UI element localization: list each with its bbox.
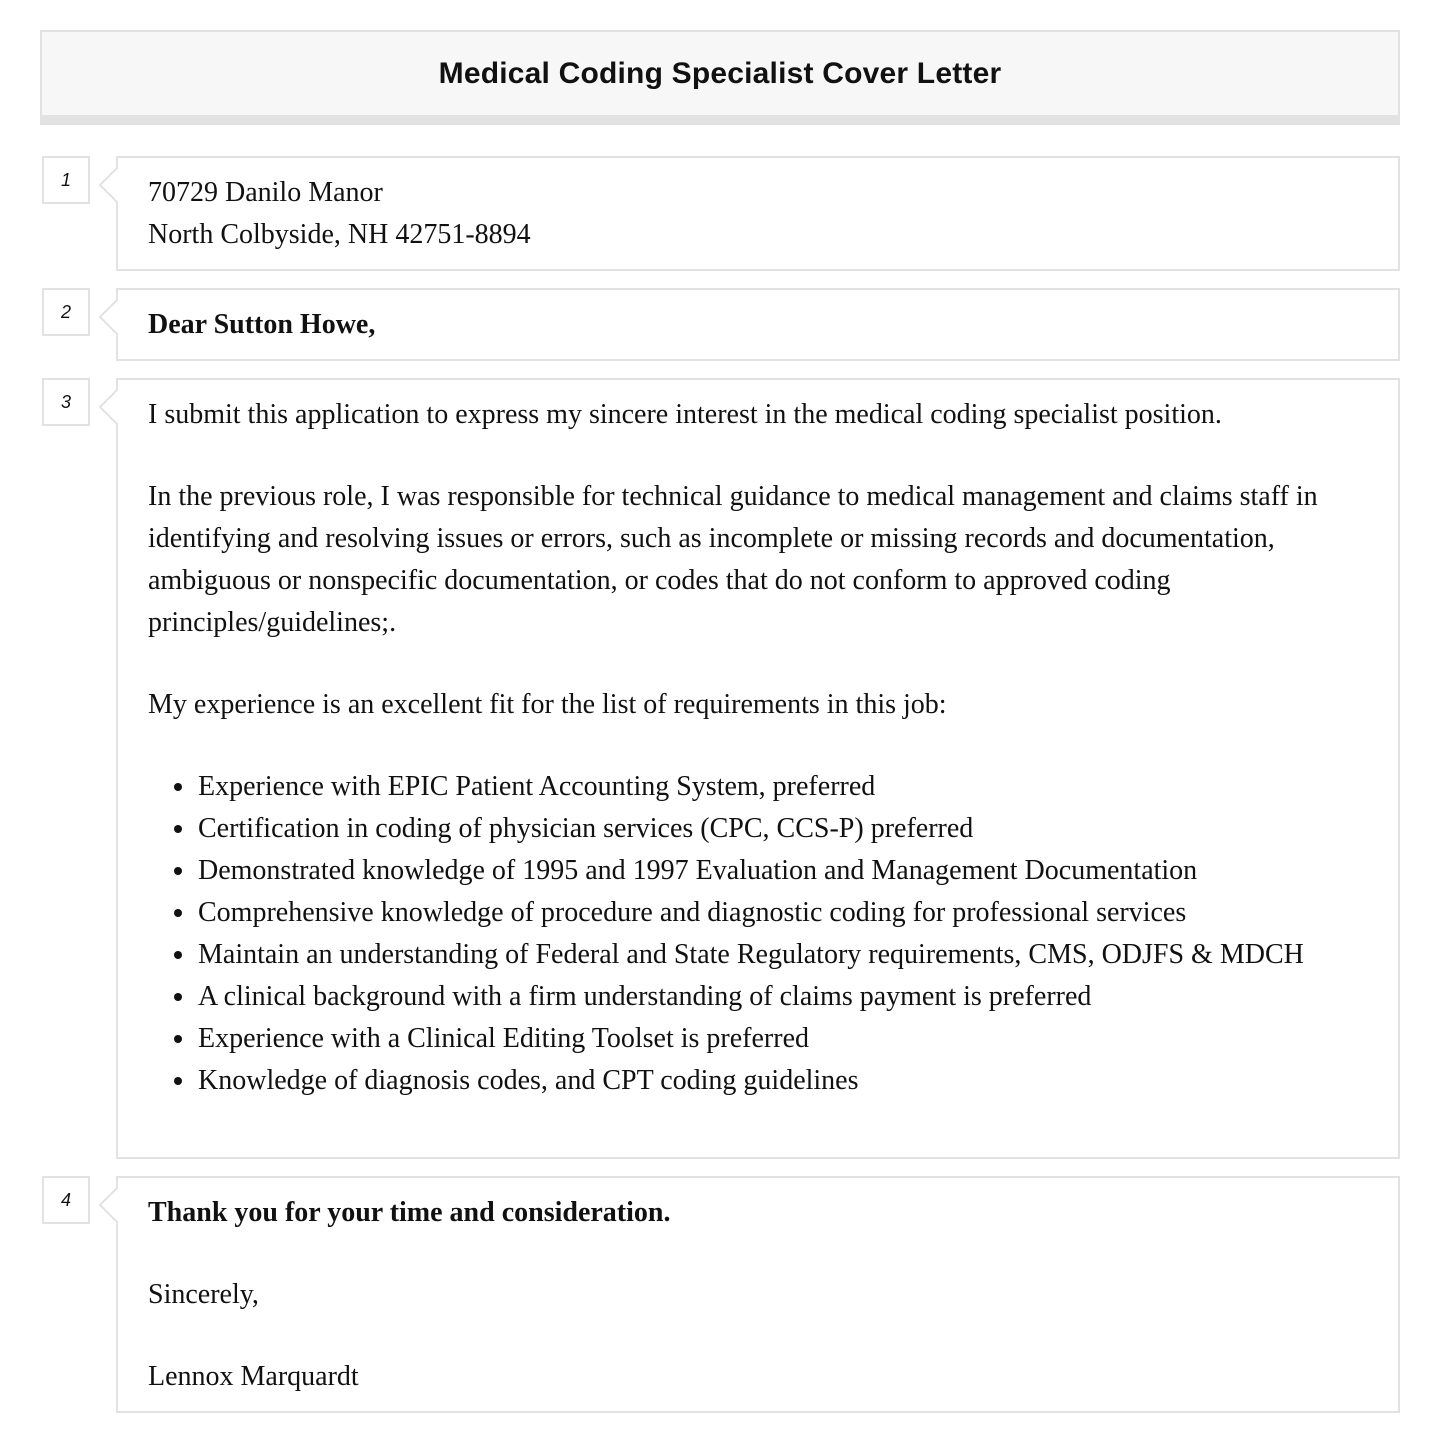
list-item: Experience with EPIC Patient Accounting System, preferred bbox=[148, 766, 1368, 808]
section-number: 2 bbox=[42, 288, 90, 336]
fit-statement: My experience is an excellent fit for the list of requirements in this job: bbox=[148, 689, 947, 720]
address-line-2: North Colbyside, NH 42751-8894 bbox=[148, 219, 531, 250]
closing-block bbox=[116, 1176, 1400, 1413]
body-block bbox=[116, 378, 1400, 1159]
experience-paragraph: In the previous role, I was responsible for technical guidance to medical management and claims staff in identifying and resolving issues or errors, such as incomplete or missing records and documentation, ambiguous or nonspecific documentation, or codes that do not conform to approved coding principles/guidelines;. bbox=[148, 481, 1318, 638]
page-header bbox=[40, 30, 1400, 125]
section-number: 3 bbox=[42, 378, 90, 426]
greeting-block bbox=[116, 288, 1400, 361]
list-item: Experience with a Clinical Editing Toolset is preferred bbox=[148, 1018, 1368, 1060]
intro-paragraph: I submit this application to express my sincere interest in the medical coding specialist position. bbox=[148, 399, 1222, 430]
list-item: Knowledge of diagnosis codes, and CPT coding guidelines bbox=[148, 1060, 1368, 1102]
thanks-line: Thank you for your time and consideration. bbox=[148, 1197, 671, 1228]
list-item: Maintain an understanding of Federal and State Regulatory requirements, CMS, ODJFS & MDCH bbox=[148, 934, 1368, 976]
page-title: Medical Coding Specialist Cover Letter bbox=[438, 56, 1002, 90]
section-number: 4 bbox=[42, 1176, 90, 1224]
list-item: Comprehensive knowledge of procedure and diagnostic coding for professional services bbox=[148, 892, 1368, 934]
address-block bbox=[116, 156, 1400, 271]
list-item: Certification in coding of physician services (CPC, CCS-P) preferred bbox=[148, 808, 1368, 850]
address-line-1: 70729 Danilo Manor bbox=[148, 177, 383, 208]
list-item: A clinical background with a firm understanding of claims payment is preferred bbox=[148, 976, 1368, 1018]
requirements-list bbox=[148, 766, 1368, 1102]
greeting: Dear Sutton Howe, bbox=[148, 309, 376, 340]
section-number: 1 bbox=[42, 156, 90, 204]
list-item: Demonstrated knowledge of 1995 and 1997 Evaluation and Management Documentation bbox=[148, 850, 1368, 892]
closing-line: Sincerely, bbox=[148, 1279, 259, 1310]
signature: Lennox Marquardt bbox=[148, 1361, 359, 1392]
